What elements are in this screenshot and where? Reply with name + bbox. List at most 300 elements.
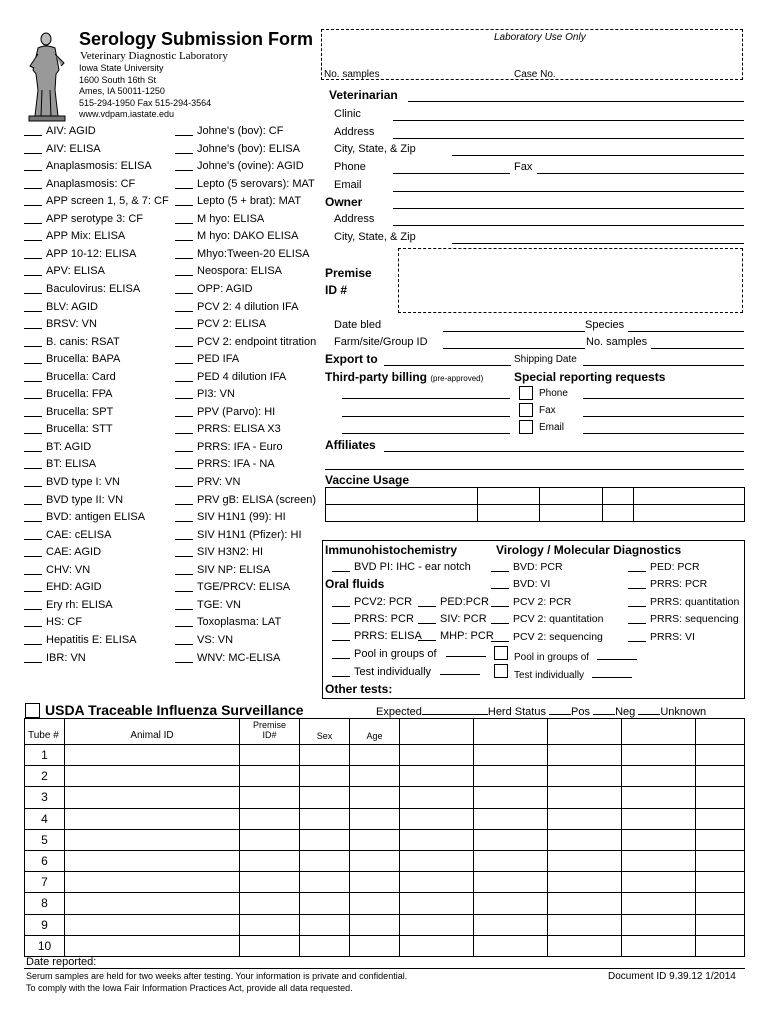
- oral-mhp-pcr[interactable]: MHP: PCR: [418, 628, 494, 646]
- col1-test-option[interactable]: [24, 404, 113, 422]
- table-cell[interactable]: [300, 808, 350, 829]
- table-cell[interactable]: [300, 850, 350, 871]
- table-cell[interactable]: [350, 850, 400, 871]
- col1-test-option[interactable]: [24, 299, 98, 317]
- col1-test-option[interactable]: [24, 193, 169, 211]
- table-cell[interactable]: [548, 914, 622, 935]
- report-email-field[interactable]: [583, 433, 744, 434]
- table-row: [25, 745, 745, 766]
- table-cell[interactable]: [300, 914, 350, 935]
- test-checkline[interactable]: [24, 299, 42, 312]
- bvd-ihc-option[interactable]: [332, 559, 471, 577]
- test-label: PRRS: IFA - Euro: [197, 440, 283, 453]
- test-checkline[interactable]: [175, 597, 193, 610]
- virology-a-label: BVD: VI: [513, 578, 551, 591]
- test-checkline[interactable]: [24, 281, 42, 294]
- col1-test-option[interactable]: [24, 492, 123, 510]
- col2-test-option[interactable]: [175, 263, 282, 281]
- col2-test-option[interactable]: [175, 176, 315, 194]
- virology-individual-checkbox[interactable]: [494, 664, 508, 678]
- col2-test-option[interactable]: [175, 650, 280, 668]
- affiliates-field-2[interactable]: [325, 469, 744, 470]
- table-cell[interactable]: [65, 745, 240, 766]
- col1-test-option[interactable]: [24, 158, 152, 176]
- table-cell[interactable]: [622, 766, 696, 787]
- date-bled-field[interactable]: [443, 331, 585, 332]
- vet-city-field[interactable]: [452, 155, 744, 156]
- owner-city-field[interactable]: [452, 243, 744, 244]
- table-row: [25, 872, 745, 893]
- premise-id-field[interactable]: [398, 248, 743, 313]
- oral-prrs-elisa[interactable]: PRRS: ELISA: [332, 628, 422, 646]
- col1-test-option[interactable]: [24, 632, 137, 650]
- test-checkline[interactable]: [175, 316, 193, 329]
- col1-test-option[interactable]: [24, 369, 116, 387]
- table-cell[interactable]: [474, 829, 548, 850]
- col1-test-option[interactable]: [24, 246, 136, 264]
- table-cell[interactable]: [240, 935, 300, 956]
- test-checkline[interactable]: [175, 211, 193, 224]
- test-checkline[interactable]: [24, 474, 42, 487]
- bvd-ihc-label: BVD PI: IHC - ear notch: [354, 561, 471, 573]
- table-cell[interactable]: [350, 745, 400, 766]
- test-checkline[interactable]: [24, 614, 42, 627]
- col2-test-option[interactable]: [175, 544, 263, 562]
- col1-test-option[interactable]: [24, 597, 113, 615]
- col1-test-option[interactable]: [24, 211, 143, 229]
- table-cell[interactable]: [548, 808, 622, 829]
- shipping-date-field[interactable]: [583, 365, 744, 366]
- table-cell[interactable]: [240, 766, 300, 787]
- col1-test-option[interactable]: [24, 439, 91, 457]
- col2-test-option[interactable]: [175, 632, 233, 650]
- test-checkline[interactable]: [175, 351, 193, 364]
- test-checkline[interactable]: [175, 421, 193, 434]
- test-checkline[interactable]: [24, 527, 42, 540]
- virology-b-option[interactable]: [628, 576, 707, 594]
- test-checkline[interactable]: [175, 456, 193, 469]
- test-checkline[interactable]: [175, 246, 193, 259]
- table-cell[interactable]: [696, 745, 745, 766]
- oral-pcv2-pcr[interactable]: PCV2: PCR: [332, 594, 412, 612]
- col2-test-option[interactable]: [175, 123, 283, 141]
- col2-test-option[interactable]: [175, 562, 270, 580]
- table-cell[interactable]: [474, 935, 548, 956]
- table-row: [25, 935, 745, 956]
- col1-test-option[interactable]: [24, 123, 96, 141]
- virology-a-label: BVD: PCR: [513, 561, 563, 573]
- test-checkline[interactable]: [24, 263, 42, 276]
- test-checkline[interactable]: [24, 562, 42, 575]
- col2-test-option[interactable]: [175, 439, 283, 457]
- table-cell[interactable]: [350, 787, 400, 808]
- table-cell[interactable]: [622, 850, 696, 871]
- col1-test-option[interactable]: [24, 421, 113, 439]
- test-checkline[interactable]: [24, 316, 42, 329]
- col1-test-option[interactable]: [24, 509, 145, 527]
- phone-field[interactable]: [393, 173, 510, 174]
- col1-test-option[interactable]: [24, 456, 96, 474]
- col1-test-option[interactable]: [24, 176, 135, 194]
- test-checkline[interactable]: [24, 228, 42, 241]
- test-checkline[interactable]: [24, 351, 42, 364]
- virology-a-option[interactable]: [491, 559, 563, 577]
- table-cell[interactable]: [400, 787, 474, 808]
- col-premise-id: Premise ID#: [240, 719, 300, 745]
- test-checkline[interactable]: [175, 141, 193, 154]
- report-email-checkbox[interactable]: [519, 420, 533, 434]
- table-cell[interactable]: [548, 893, 622, 914]
- table-cell[interactable]: [696, 787, 745, 808]
- test-checkline[interactable]: [175, 123, 193, 136]
- table-cell[interactable]: [300, 766, 350, 787]
- billing-line-3[interactable]: [342, 433, 510, 434]
- table-cell[interactable]: [240, 808, 300, 829]
- table-cell[interactable]: [622, 829, 696, 850]
- table-cell[interactable]: [474, 745, 548, 766]
- col2-test-option[interactable]: [175, 141, 300, 159]
- test-checkline[interactable]: [24, 246, 42, 259]
- table-cell[interactable]: [240, 893, 300, 914]
- oral-prrs-pcr[interactable]: PRRS: PCR: [332, 611, 414, 629]
- table-cell[interactable]: [400, 766, 474, 787]
- table-cell[interactable]: [240, 872, 300, 893]
- col2-test-option[interactable]: [175, 614, 281, 632]
- owner-address-field[interactable]: [393, 225, 744, 226]
- test-label: BT: ELISA: [46, 458, 97, 471]
- col2-test-option[interactable]: [175, 228, 298, 246]
- table-cell[interactable]: [696, 914, 745, 935]
- table-cell[interactable]: [240, 914, 300, 935]
- col2-test-option[interactable]: [175, 158, 304, 176]
- test-checkline[interactable]: [24, 597, 42, 610]
- test-checkline[interactable]: [24, 544, 42, 557]
- table-cell[interactable]: [474, 787, 548, 808]
- oral-test-individually[interactable]: Test individually: [332, 664, 480, 682]
- col2-test-option[interactable]: [175, 351, 239, 369]
- table-cell[interactable]: [300, 829, 350, 850]
- col2-test-option[interactable]: [175, 246, 310, 264]
- table-cell[interactable]: [696, 935, 745, 956]
- test-checkline[interactable]: [175, 369, 193, 382]
- test-checkline[interactable]: [175, 632, 193, 645]
- col2-test-option[interactable]: [175, 597, 241, 615]
- table-row: [25, 829, 745, 850]
- virology-a-option[interactable]: [491, 611, 603, 629]
- export-to-field[interactable]: [384, 365, 511, 366]
- table-cell[interactable]: [696, 829, 745, 850]
- col2-test-option[interactable]: [175, 404, 275, 422]
- test-checkline[interactable]: [24, 439, 42, 452]
- test-checkline[interactable]: [175, 386, 193, 399]
- table-cell[interactable]: [400, 935, 474, 956]
- table-cell[interactable]: [300, 872, 350, 893]
- table-cell[interactable]: [65, 914, 240, 935]
- table-cell[interactable]: [65, 829, 240, 850]
- virology-b-option[interactable]: [628, 611, 739, 629]
- table-cell[interactable]: [300, 787, 350, 808]
- col1-test-option[interactable]: [24, 650, 86, 668]
- table-cell[interactable]: [65, 766, 240, 787]
- table-cell[interactable]: [65, 935, 240, 956]
- table-cell[interactable]: [474, 893, 548, 914]
- oral-pool-option[interactable]: Pool in groups of: [332, 646, 486, 664]
- test-checkline[interactable]: [24, 632, 42, 645]
- virology-b-option[interactable]: [628, 594, 739, 612]
- col2-test-option[interactable]: [175, 492, 316, 510]
- table-cell[interactable]: [350, 914, 400, 935]
- owner-name-field[interactable]: [393, 208, 744, 209]
- test-label: Anaplasmosis: ELISA: [46, 160, 152, 173]
- test-checkline[interactable]: [24, 421, 42, 434]
- table-cell[interactable]: [65, 787, 240, 808]
- species-label: Species: [585, 319, 625, 331]
- col1-test-option[interactable]: [24, 562, 90, 580]
- test-checkline[interactable]: [175, 193, 193, 206]
- species-field[interactable]: [628, 331, 744, 332]
- report-phone-field[interactable]: [583, 398, 744, 399]
- table-cell[interactable]: [65, 893, 240, 914]
- table-cell[interactable]: [300, 893, 350, 914]
- table-cell[interactable]: [696, 808, 745, 829]
- vet-address-field[interactable]: [393, 138, 744, 139]
- col2-test-option[interactable]: [175, 211, 264, 229]
- table-cell[interactable]: [548, 935, 622, 956]
- usda-checkbox[interactable]: [25, 703, 40, 718]
- table-cell[interactable]: [65, 850, 240, 871]
- col2-test-option[interactable]: [175, 386, 235, 404]
- test-label: BVD: antigen ELISA: [46, 511, 146, 524]
- col1-test-option[interactable]: [24, 281, 140, 299]
- table-cell[interactable]: [622, 893, 696, 914]
- col2-test-option[interactable]: [175, 369, 286, 387]
- table-cell[interactable]: [622, 808, 696, 829]
- table-cell[interactable]: [696, 872, 745, 893]
- col1-test-option[interactable]: [24, 544, 101, 562]
- table-cell[interactable]: [350, 872, 400, 893]
- table-cell[interactable]: [474, 808, 548, 829]
- test-checkline[interactable]: [175, 579, 193, 592]
- table-cell[interactable]: [65, 808, 240, 829]
- report-fax-checkbox[interactable]: [519, 403, 533, 417]
- table-cell[interactable]: [400, 829, 474, 850]
- test-checkline[interactable]: [175, 474, 193, 487]
- col2-test-option[interactable]: [175, 281, 253, 299]
- col2-test-option[interactable]: [175, 456, 275, 474]
- test-checkline[interactable]: [24, 386, 42, 399]
- table-cell[interactable]: [350, 766, 400, 787]
- virology-a-option[interactable]: [491, 629, 603, 647]
- table-cell[interactable]: [350, 808, 400, 829]
- table-cell[interactable]: [65, 872, 240, 893]
- col1-test-option[interactable]: [24, 474, 120, 492]
- table-cell[interactable]: [350, 935, 400, 956]
- table-cell[interactable]: [622, 914, 696, 935]
- test-checkline[interactable]: [24, 176, 42, 189]
- usda-expected: Expected Herd Status Pos Neg Unknown: [376, 706, 707, 718]
- report-fax-label: Fax: [539, 405, 556, 416]
- table-cell[interactable]: [622, 787, 696, 808]
- col1-test-option[interactable]: [24, 351, 120, 369]
- test-label: IBR: VN: [46, 651, 86, 664]
- test-label: PCV 2: ELISA: [197, 318, 267, 331]
- test-checkline[interactable]: [24, 650, 42, 663]
- col1-test-option[interactable]: [24, 614, 82, 632]
- report-fax-field[interactable]: [583, 416, 744, 417]
- table-cell[interactable]: [696, 850, 745, 871]
- veterinarian-name-field[interactable]: [408, 101, 744, 102]
- col1-test-option[interactable]: [24, 141, 101, 159]
- virology-b-option[interactable]: [628, 629, 695, 647]
- table-cell[interactable]: [350, 893, 400, 914]
- billing-line-2[interactable]: [342, 416, 510, 417]
- table-cell[interactable]: [400, 850, 474, 871]
- virology-a-option[interactable]: [491, 594, 571, 612]
- fax-field[interactable]: [537, 173, 744, 174]
- col2-test-option[interactable]: [175, 316, 266, 334]
- table-cell[interactable]: [474, 872, 548, 893]
- test-checkline[interactable]: [24, 158, 42, 171]
- table-cell[interactable]: [622, 935, 696, 956]
- col1-test-option[interactable]: [24, 579, 102, 597]
- table-cell[interactable]: [474, 766, 548, 787]
- col2-test-option[interactable]: [175, 474, 240, 492]
- test-checkline[interactable]: [175, 334, 193, 347]
- col2-test-option[interactable]: [175, 527, 302, 545]
- table-cell[interactable]: [400, 914, 474, 935]
- test-checkline[interactable]: [175, 527, 193, 540]
- col1-test-option[interactable]: [24, 527, 111, 545]
- test-checkline[interactable]: [24, 123, 42, 136]
- virology-b-option[interactable]: [628, 559, 700, 577]
- table-cell[interactable]: [300, 745, 350, 766]
- table-cell[interactable]: [240, 745, 300, 766]
- table-cell[interactable]: [474, 914, 548, 935]
- test-checkline[interactable]: [175, 544, 193, 557]
- virology-a-label: PCV 2: sequencing: [513, 630, 603, 643]
- test-label: Hepatitis E: ELISA: [46, 633, 137, 646]
- table-cell[interactable]: [548, 872, 622, 893]
- test-label: PCV 2: endpoint titration: [197, 335, 317, 348]
- test-label: Johne's (bov): CF: [197, 125, 284, 137]
- col2-test-option[interactable]: [175, 509, 286, 527]
- test-checkline[interactable]: [175, 614, 193, 627]
- oral-ped-pcr[interactable]: PED:PCR: [418, 594, 489, 612]
- table-cell[interactable]: [300, 935, 350, 956]
- test-checkline[interactable]: [24, 141, 42, 154]
- test-checkline[interactable]: [175, 263, 193, 276]
- test-checkline[interactable]: [175, 509, 193, 522]
- test-checkline[interactable]: [24, 404, 42, 417]
- table-cell[interactable]: [548, 829, 622, 850]
- table-cell[interactable]: [622, 745, 696, 766]
- special-reporting-heading: Special reporting requests: [514, 370, 666, 384]
- test-checkline[interactable]: [175, 281, 193, 294]
- col-tube: Tube #: [25, 719, 65, 745]
- test-label: Lepto (5 serovars): MAT: [197, 177, 315, 190]
- virology-b-label: PRRS: VI: [650, 630, 695, 643]
- test-checkline[interactable]: [24, 211, 42, 224]
- table-cell[interactable]: [400, 745, 474, 766]
- table-cell[interactable]: [350, 829, 400, 850]
- col1-test-option[interactable]: [24, 316, 97, 334]
- test-label: APV: ELISA: [46, 265, 105, 278]
- test-checkline[interactable]: [24, 369, 42, 382]
- vet-address-label: Address: [334, 126, 375, 138]
- table-cell[interactable]: [400, 872, 474, 893]
- table-cell[interactable]: [622, 872, 696, 893]
- table-cell[interactable]: [548, 745, 622, 766]
- col2-test-option[interactable]: [175, 193, 301, 211]
- test-label: TGE/PRCV: ELISA: [197, 581, 291, 594]
- test-checkline[interactable]: [175, 439, 193, 452]
- export-to-label: Export to: [325, 352, 378, 366]
- col2-test-option[interactable]: [175, 299, 299, 317]
- test-checkline[interactable]: [24, 334, 42, 347]
- test-checkline[interactable]: [175, 404, 193, 417]
- test-checkline[interactable]: [24, 579, 42, 592]
- test-checkline[interactable]: [175, 299, 193, 312]
- table-cell[interactable]: [240, 850, 300, 871]
- ihc-heading: Immunohistochemistry: [325, 543, 458, 557]
- report-phone-label: Phone: [539, 388, 568, 399]
- col2-test-option[interactable]: [175, 579, 290, 597]
- no-samples-label: No. samples: [586, 336, 648, 348]
- oral-siv-pcr[interactable]: SIV: PCR: [418, 611, 487, 629]
- table-cell[interactable]: [400, 808, 474, 829]
- footer-notice: Serum samples are held for two weeks after testing. Your information is private and confidential. To comply with the Iowa Fair Information Practices Act, provide all data requested.: [26, 971, 408, 993]
- table-cell[interactable]: [548, 787, 622, 808]
- table-cell[interactable]: [696, 766, 745, 787]
- test-checkline[interactable]: [24, 193, 42, 206]
- test-checkline[interactable]: [175, 158, 193, 171]
- report-phone-checkbox[interactable]: [519, 386, 533, 400]
- test-checkline[interactable]: [175, 176, 193, 189]
- clinic-field[interactable]: [393, 120, 744, 121]
- virology-a-option[interactable]: [491, 576, 550, 594]
- col1-test-option[interactable]: [24, 228, 125, 246]
- table-cell[interactable]: [548, 850, 622, 871]
- farm-field[interactable]: [443, 348, 585, 349]
- col1-test-option[interactable]: [24, 386, 112, 404]
- table-cell[interactable]: [548, 766, 622, 787]
- test-checkline[interactable]: [24, 492, 42, 505]
- col1-test-option[interactable]: [24, 263, 105, 281]
- no-samples-field[interactable]: [651, 348, 744, 349]
- test-label: Neospora: ELISA: [197, 265, 282, 278]
- test-checkline[interactable]: [175, 562, 193, 575]
- table-cell[interactable]: [400, 893, 474, 914]
- affiliates-field-1[interactable]: [384, 451, 744, 452]
- test-checkline[interactable]: [175, 650, 193, 663]
- lab-no-samples: No. samples: [324, 69, 380, 80]
- col2-test-option[interactable]: [175, 334, 316, 352]
- table-cell[interactable]: [240, 787, 300, 808]
- table-cell[interactable]: [696, 893, 745, 914]
- table-cell[interactable]: [240, 829, 300, 850]
- table-cell[interactable]: [474, 850, 548, 871]
- billing-line-1[interactable]: [342, 398, 510, 399]
- col1-test-option[interactable]: [24, 334, 120, 352]
- email-field[interactable]: [393, 191, 744, 192]
- col2-test-option[interactable]: [175, 421, 281, 439]
- test-checkline[interactable]: [175, 492, 193, 505]
- test-checkline[interactable]: [175, 228, 193, 241]
- test-checkline[interactable]: [24, 509, 42, 522]
- test-checkline[interactable]: [24, 456, 42, 469]
- fax-label: Fax: [514, 161, 533, 173]
- virology-pool-checkbox[interactable]: [494, 646, 508, 660]
